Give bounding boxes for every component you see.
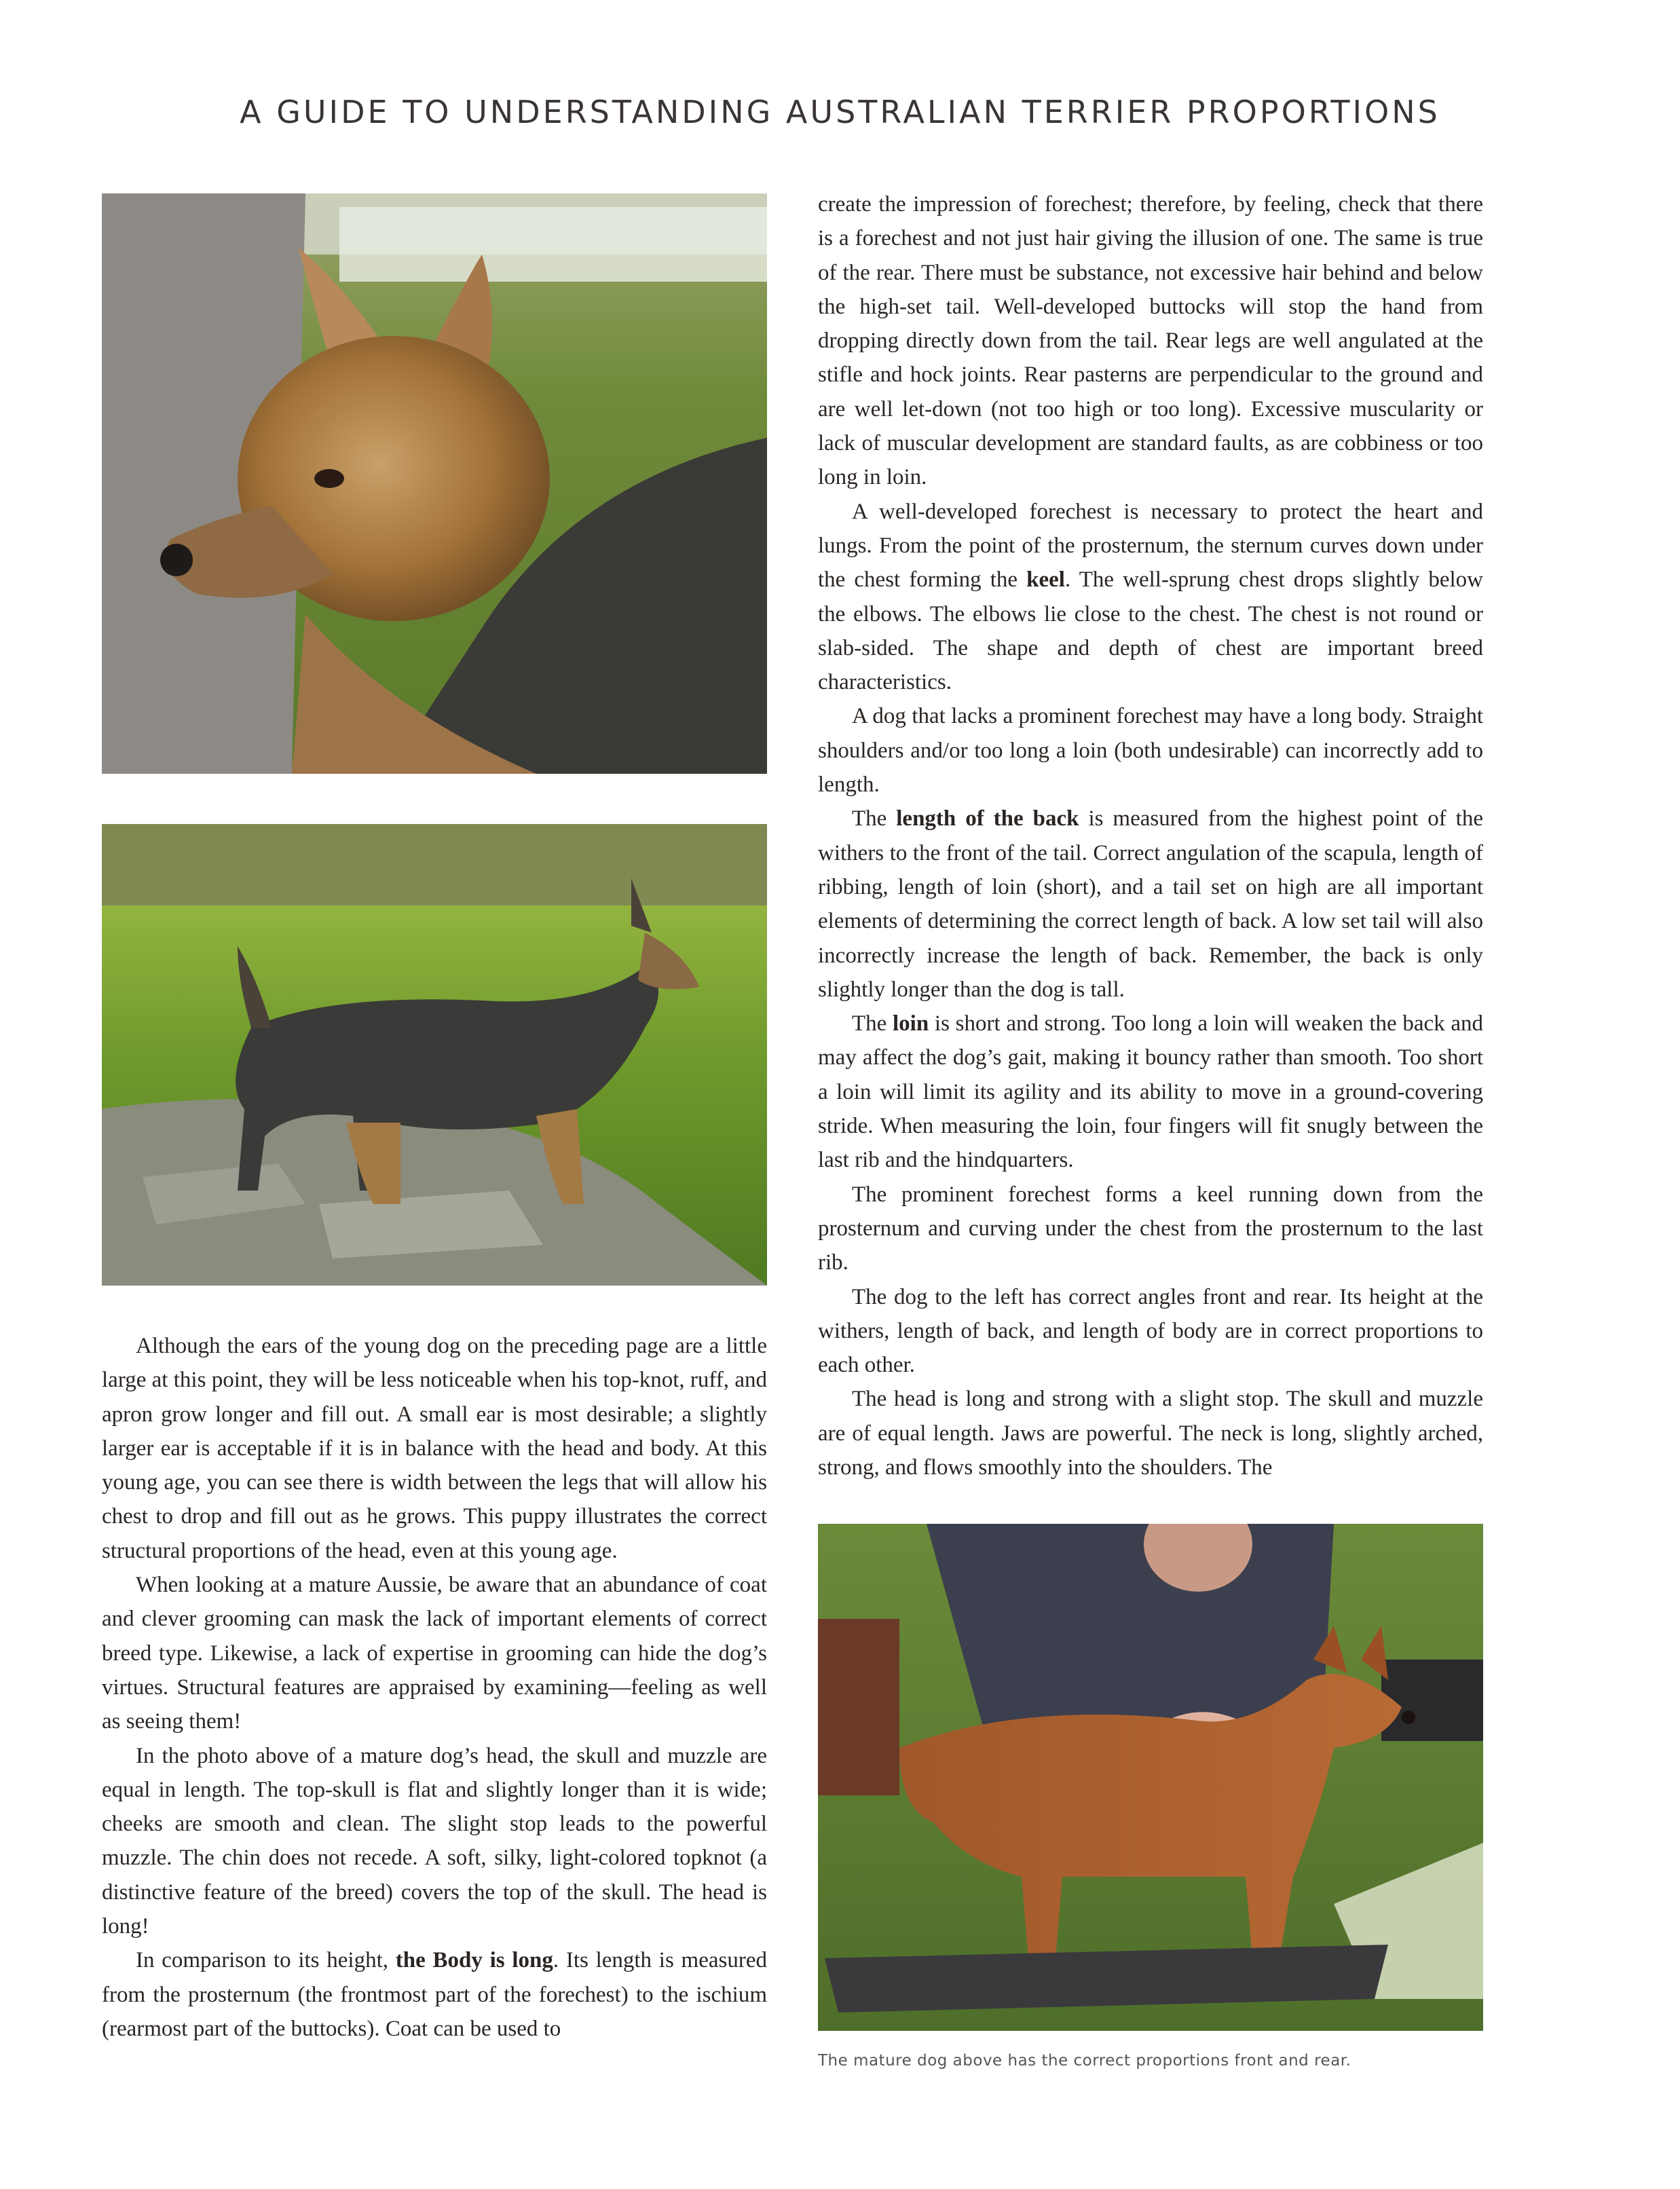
left-paragraph-4 <box>102 1943 767 2046</box>
right-paragraph-3: A dog that lacks a prominent forechest may have a long body. Straight shoulders and/or too long a loin (both undesirable) can incorrectly add to length. <box>818 704 1483 798</box>
right-paragraph-2 <box>818 495 1483 700</box>
text-run: The <box>852 806 897 831</box>
left-paragraph-1: Although the ears of the young dog on the preceding page are a little large at this point, they will be less noticeable when his top-knot, ruff, and apron grow longer and fill out. A small ear is most desirable; a slightly larger ear is acceptable if it is in balance with the head and body. At this young age, you can see there is width between the legs that will allow his chest to drop and fill out as he grows. This puppy illustrates the correct structural proportions of the head, even at this young age. <box>102 1334 767 1563</box>
right-paragraph-8: The head is long and strong with a slight stop. The skull and muzzle are of equal length. Jaws are powerful. The neck is long, slightly arched, strong, and flows smoothly into the shoulders. The <box>818 1387 1483 1480</box>
right-paragraph-7: The dog to the left has correct angles front and rear. Its height at the withers, length of back, and length of body are in correct proportions to each other. <box>818 1284 1483 1378</box>
right-paragraph-1: create the impression of forechest; therefore, by feeling, check that there is a forechest and not just hair giving the illusion of one. The same is true of the rear. There must be substance, not excessive hair behind and below the high-set tail. Well-developed buttocks will stop the hand from dropping directly down from the tail. Rear legs are well angulated at the stifle and hock joints. Rear pasterns are perpendicular to the ground and are well let-down (not too high or too long). Excessive muscularity or lack of muscular development are standard faults, as are cobbiness or too long in loin. <box>818 192 1483 490</box>
right-paragraph-6: The prominent forechest forms a keel running down from the prosternum and curving under the chest from the prosternum to the last rib. <box>818 1182 1483 1275</box>
text-run: In comparison to its height, <box>136 1948 396 1973</box>
right-text-column <box>818 187 1483 1484</box>
text-run: is short and strong. Too long a loin will weaken the back and may affect the dog’s gait, making it bouncy rather than smooth. Too short a loin will limit its agility and its ability to move in a ground-covering stride. When measuring the loin, four fingers will fit snugly between the last rib and the hindquarters. <box>818 1011 1483 1173</box>
left-paragraph-2: When looking at a mature Aussie, be aware that an abundance of coat and clever grooming can mask the lack of important elements of correct breed type. Likewise, a lack of expertise in grooming can hide the dog’s virtues. Structural features are appraised by examining—feeling as well as seeing them! <box>102 1573 767 1734</box>
text-run: . The well-sprung chest drops slightly below the elbows. The elbows lie close to the chest. The chest is not round or slab-sided. The shape and depth of chest are important breed characteristics. <box>818 567 1483 695</box>
right-paragraph-4 <box>818 802 1483 1007</box>
dog-standing-photo <box>102 824 767 1286</box>
left-text-column <box>102 1329 767 2046</box>
bold-term: the Body is long <box>395 1948 553 1973</box>
bold-term: loin <box>893 1011 929 1036</box>
text-run: A well-developed forechest is necessary to protect the heart and lungs. From the point of the prosternum, the sternum curves down under the chest forming the <box>818 499 1483 593</box>
text-run: . Its length is measured from the prosternum (the frontmost part of the forechest) to the ischium (rearmost part of the buttocks). Coat can be used to <box>102 1948 767 2041</box>
text-run: The <box>852 1011 893 1036</box>
text-run: is measured from the highest point of the withers to the front of the tail. Correct angulation of the scapula, length of ribbing, length of loin (short), and a tail set on high are all important elements of determining the correct length of back. A low set tail will also incorrectly increase the length of back. Remember, the back is only slightly longer than the dog is tall. <box>818 806 1484 1002</box>
dog-on-table-photo <box>818 1524 1483 2031</box>
page-header: A GUIDE TO UNDERSTANDING AUSTRALIAN TERRIER PROPORTIONS <box>240 94 1440 130</box>
left-paragraph-3: In the photo above of a mature dog’s head, the skull and muzzle are equal in length. The top-skull is flat and slightly longer than it is wide; cheeks are smooth and clean. The slight stop leads to the powerful muzzle. The chin does not recede. A soft, silky, light-colored topknot (a distinctive feature of the breed) covers the top of the skull. The head is long! <box>102 1743 767 1939</box>
dog-head-photo <box>102 193 767 774</box>
bold-term: keel <box>1026 567 1065 593</box>
photo-caption: The mature dog above has the correct proportions front and rear. <box>818 2052 1351 2070</box>
bold-term: length of the back <box>896 806 1079 831</box>
right-paragraph-5 <box>818 1007 1483 1177</box>
